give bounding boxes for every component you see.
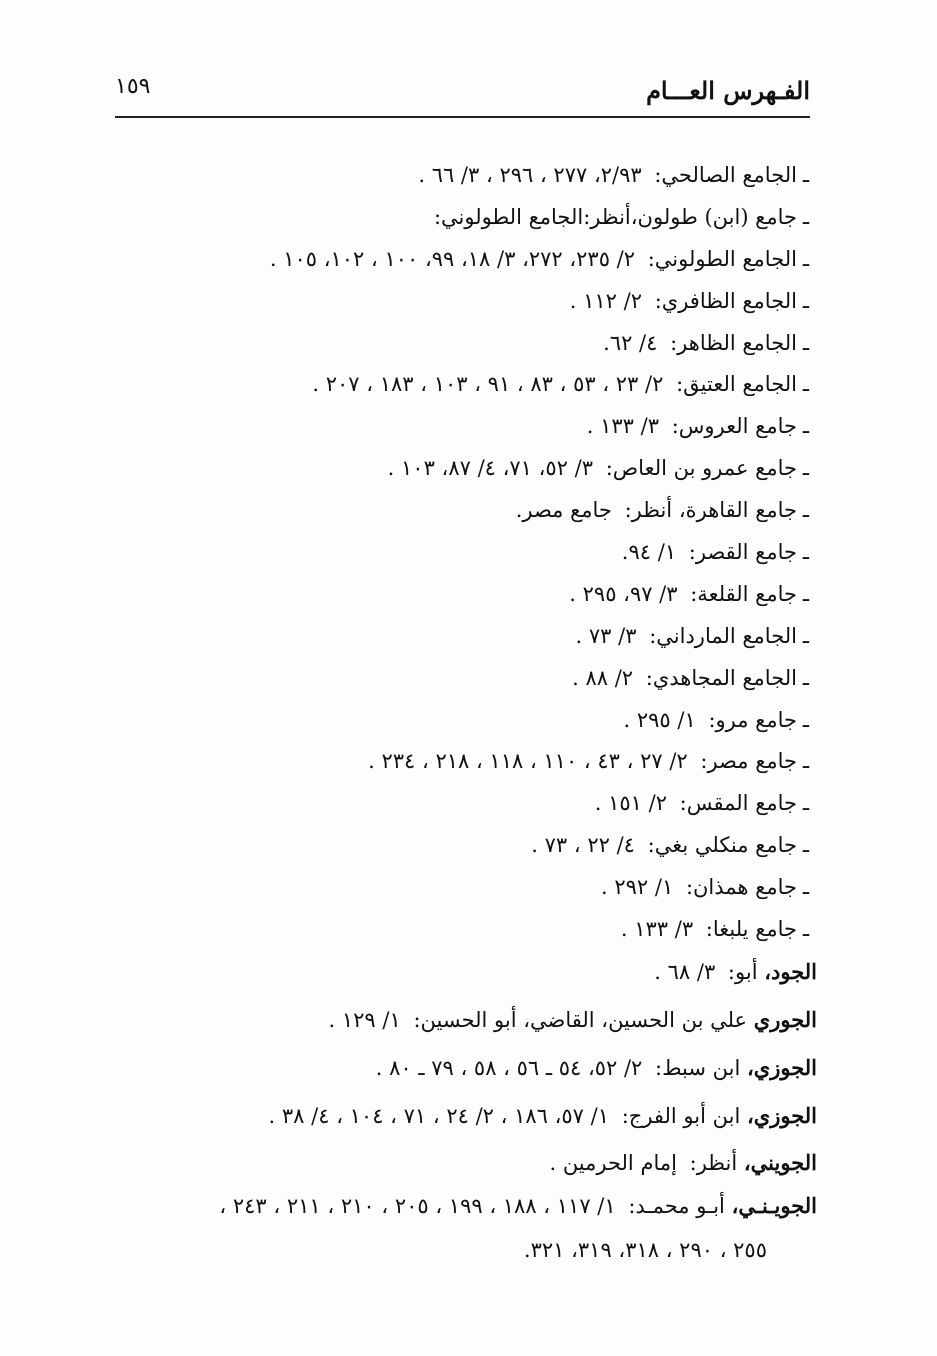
- person-refs: ٣/ ٦٨ .: [654, 959, 716, 984]
- running-title: الفـهرس العـــام: [646, 76, 810, 105]
- entry-label: جامع منكلي بغي:: [647, 833, 797, 858]
- entry-refs: ٣/ ١٣٣ .: [620, 917, 694, 942]
- entry-label: الجامع الصالحي:: [654, 163, 797, 187]
- person-entry: [115, 1142, 817, 1184]
- entry-label: جامع القاهرة، أنظر:: [624, 498, 797, 523]
- person-name: الجويني،: [743, 1150, 817, 1176]
- person-refs: ١/ ١٢٩ .: [328, 1007, 401, 1032]
- person-entry: [115, 951, 817, 993]
- index-entry: ـالجامع المارداني: ٣/ ٧٣ .: [575, 623, 809, 648]
- person-entry: [115, 999, 817, 1041]
- entry-refs: ٢/ ٢٣٥، ٢٧٢، ٣/ ١٨، ٩٩، ١٠٠ ، ١٠٢، ١٠٥ .: [269, 246, 636, 271]
- entry-refs: ٣/ ٧٣ .: [575, 623, 637, 648]
- page-header: [115, 68, 810, 116]
- entry-refs: ٢/ ٢٣ ، ٥٣ ، ٨٣ ، ٩١ ، ١٠٣ ، ١٨٣ ، ٢٠٧ .: [312, 372, 664, 397]
- index-entry: ـجامع مصر: ٢/ ٢٧ ، ٤٣ ، ١١٠ ، ١١٨ ، ٢١٨ ، ٢٣٤ .: [368, 749, 809, 774]
- entry-refs: ٢/٩٣، ٢٧٧ ، ٢٩٦ ، ٣/ ٦٦ .: [418, 163, 642, 187]
- entry-refs: جامع مصر.: [515, 498, 612, 523]
- index-entry: ـالجامع الظاهر: ٤/ ٦٢.: [603, 330, 809, 355]
- index-entry: ـالجامع الطولوني: ٢/ ٢٣٥، ٢٧٢، ٣/ ١٨، ٩٩، ١٠٠ ، ١٠٢، ١٠٥ .: [269, 246, 809, 271]
- entry-refs: ٣/ ٩٧، ٢٩٥ .: [569, 581, 678, 606]
- index-entry: ـالجامع المجاهدي: ٢/ ٨٨ .: [572, 665, 809, 690]
- entry-refs: ١/ ٢٩٥ .: [623, 707, 696, 732]
- entry-label: الجامع الظافري:: [654, 288, 797, 313]
- entry-refs: ٤/ ٦٢.: [603, 330, 658, 355]
- index-entry: ـجامع همذان: ١/ ٢٩٢ .: [601, 875, 809, 900]
- entry-label: جامع العروس:: [671, 414, 797, 439]
- person-desc: أبـو محمـد:: [628, 1194, 725, 1219]
- entry-label: جامع يلبغا:: [705, 917, 797, 942]
- index-entry: ـجامع (ابن) طولون،أنظر:الجامع الطولوني:: [433, 204, 809, 229]
- person-name: الجويـنـي،: [731, 1193, 817, 1219]
- entry-label: جامع القلعة:: [690, 581, 797, 606]
- entry-refs: ١/ ٢٩٢ .: [601, 875, 674, 900]
- index-entry: ـجامع عمرو بن العاص: ٣/ ٥٢، ٧١، ٤/ ٨٧، ١٠٣ .: [387, 456, 809, 481]
- index-entry: ـجامع مرو: ١/ ٢٩٥ .: [623, 707, 809, 732]
- index-entry: ـالجامع العتيق: ٢/ ٢٣ ، ٥٣ ، ٨٣ ، ٩١ ، ١٠٣ ، ١٨٣ ، ٢٠٧ .: [312, 372, 809, 397]
- entry-refs: ٤/ ٢٢ ، ٧٣ .: [531, 833, 635, 858]
- person-entry: [115, 1095, 817, 1137]
- person-desc: أبو:: [727, 959, 758, 984]
- index-entry: ـجامع المقس: ٢/ ١٥١ .: [594, 791, 809, 816]
- person-refs: ١/ ٥٧، ١٨٦ ، ٢/ ٢٤ ، ٧١ ، ١٠٤ ، ٤/ ٣٨ .: [268, 1103, 609, 1128]
- entry-refs: ٣/ ١٣٣ .: [586, 414, 660, 439]
- index-entry: ـالجامع الظافري: ٢/ ١١٢ .: [569, 288, 809, 313]
- entry-label: جامع عمرو بن العاص:: [605, 456, 797, 481]
- entry-label: الجامع المجاهدي:: [645, 665, 797, 690]
- index-entry: ـجامع العروس: ٣/ ١٣٣ .: [586, 414, 809, 439]
- person-desc: أنظر:: [689, 1151, 738, 1176]
- entry-label: جامع همذان:: [685, 875, 797, 900]
- person-entry: [115, 1184, 817, 1272]
- entry-label: الجامع الظاهر:: [670, 330, 797, 355]
- person-desc: ابن أبو الفرج:: [621, 1103, 741, 1128]
- person-desc: علي بن الحسين، القاضي، أبو الحسين:: [413, 1007, 748, 1032]
- person-name: الجوزي،: [747, 1054, 817, 1080]
- index-entry: ـجامع يلبغا: ٣/ ١٣٣ .: [620, 917, 809, 942]
- person-desc: ابن سبط:: [655, 1055, 741, 1080]
- entry-label: الجامع المارداني:: [649, 623, 797, 648]
- index-entry: ـالجامع الصالحي: ٢/٩٣، ٢٧٧ ، ٢٩٦ ، ٣/ ٦٦ .: [418, 163, 809, 187]
- entry-label: جامع مرو:: [708, 707, 797, 732]
- entry-refs: ١/ ٩٤.: [621, 540, 677, 565]
- entry-refs: ٢/ ٨٨ .: [572, 665, 634, 690]
- person-refs: ٢/ ٥٢، ٥٤ ـ ٥٦ ، ٥٨ ، ٧٩ ـ ٨٠ .: [375, 1055, 643, 1080]
- entry-label: الجامع الطولوني:: [647, 246, 797, 271]
- entry-label: جامع القصر:: [688, 540, 797, 565]
- entry-refs: ٢/ ١٥١ .: [594, 791, 667, 816]
- index-entry: ـجامع منكلي بغي: ٤/ ٢٢ ، ٧٣ .: [531, 833, 809, 858]
- person-name: الجوزي،: [747, 1102, 817, 1128]
- entry-label: جامع مصر:: [700, 749, 797, 774]
- index-list: [115, 155, 817, 1272]
- entry-refs: ٢/ ١١٢ .: [569, 288, 643, 313]
- person-entry: [115, 1047, 817, 1089]
- page-number: ١٥٩: [115, 74, 151, 99]
- entry-label: الجامع العتيق:: [676, 372, 797, 397]
- person-refs: ١/ ١١٧ ، ١٨٨ ، ١٩٩ ، ٢٠٥ ، ٢١٠ ، ٢١١ ، ٢٤٣ ،: [219, 1194, 616, 1219]
- person-name: الجوري: [753, 1006, 817, 1032]
- person-refs-continuation: ٢٥٥ ، ٢٩٠ ، ٣١٨، ٣١٩، ٣٢١.: [523, 1238, 767, 1263]
- index-entry: ـجامع القاهرة، أنظر: جامع مصر.: [515, 498, 809, 523]
- entry-label: جامع (ابن) طولون،أنظر:الجامع الطولوني:: [433, 204, 797, 229]
- entry-refs: ٢/ ٢٧ ، ٤٣ ، ١١٠ ، ١١٨ ، ٢١٨ ، ٢٣٤ .: [368, 749, 688, 774]
- index-entry: ـجامع القلعة: ٣/ ٩٧، ٢٩٥ .: [569, 581, 809, 606]
- person-refs: إمام الحرمين .: [549, 1151, 677, 1176]
- entry-refs: ٣/ ٥٢، ٧١، ٤/ ٨٧، ١٠٣ .: [387, 456, 594, 481]
- entry-label: جامع المقس:: [679, 791, 797, 816]
- index-entry: ـجامع القصر: ١/ ٩٤.: [621, 540, 809, 565]
- person-name: الجود،: [764, 958, 817, 984]
- header-rule: [115, 116, 810, 118]
